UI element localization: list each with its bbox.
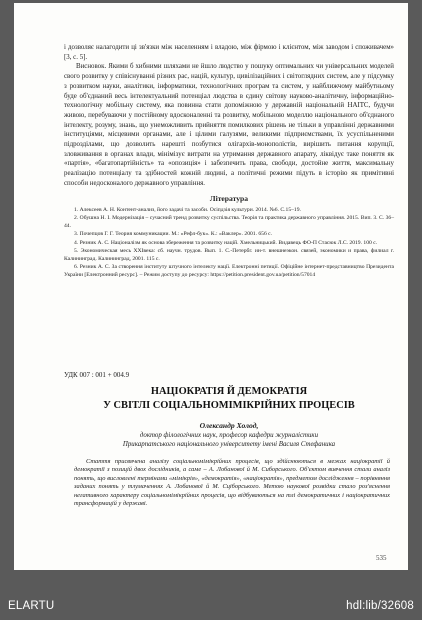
article-abstract: Стаття присвячена аналізу соціальномімікрійних процесів, що здійснюються в межах націократії й демократії з позицій двох дослідників, а саме – А. Лобанової й М. Сиборського. Об'єктом вивчення стали аналіз понять, що висловлені термінами «мімікрія», «демократія», «націократія», предметом дослідження – порівняння заданих понять у тлумаченнях А. Лобанової й М. Сціборського. Метою наукової розвідки стало роз'яснення негативного характеру соціальномімікрійних процесів, що відбуваються на тлі демократичних і націократичних трансформацій у державі. bbox=[74, 458, 390, 508]
author-affiliation-line-2: Прикарпатського національного університету імені Василя Стефаника bbox=[122, 441, 336, 448]
reference-item: 3. Почепцов Г. Г. Теория коммуникации. М.: «Рефл-бук». К.: «Ваклер». 2001. 656 с. bbox=[74, 231, 273, 238]
author-affiliation-line-1: доктор філологічних наук, професор кафедри журналістики bbox=[139, 432, 319, 439]
reference-item: 1. Алексеев А. Н. Контент-анализ, його задачі та засоби. Осіпдзія культури. 2014. №6. С.15–19. bbox=[74, 206, 301, 213]
reference-item: 2. Обушна Н. І. Модернізація – сучасний тренд розвитку суспільства. Теорія та практика державного управління. 2015. Вип. 3. С. 36–44. bbox=[64, 215, 394, 229]
page-number: 535 bbox=[376, 554, 387, 562]
body-paragraph: і дозволяє налагодити ці зв'язки між населенням і владою, між фірмою і клієнтом, між заводом і споживачем» [3, с. 5]. bbox=[64, 44, 394, 61]
article-title-line-1: НАЦІОКРАТІЯ Й ДЕМОКРАТІЯ bbox=[150, 386, 308, 397]
footer-left-label: ELARTU bbox=[8, 600, 55, 612]
literature-heading: Література bbox=[209, 193, 249, 203]
conclusion-paragraph: Висновок. Якими б хибними шляхами не йшло людство у пошуку оптимальних чи універсальних моделей свого розвитку у співіснуванні різних рас, націй, культур, цивілізаційних і світоглядних систем, але у підсумку з розвитком науки, аналітики, інформатики, технологічних програм та систем, у найближчому майбутньому буде об'єднаний весь інтелектуальний потенціал людства в єдину світову науково-аналітичну, інформаційно-технологічну мобільну систему, яка повинна стати допоміжною у державній національній НАІТС, будучи живою, перебуваючи у постійному вдосконаленні та розвитку, мобільною моделлю національного об'єднаного інтелекту, розуму, знань, що унеможливить прийняття помилкових рішень не тільки в управлінні державними інституціями, місцевими органами, але і цілими галузями, великими підприємствами, їх усуспільненими підрозділами, що дозволить нарешті позбутися олігархів-монополістів, вирішить питання корупції, зловживання в органах влади, мінімізує витрати на утримання державного апарату, ліквідує таке поняття як «партія», «багатопартійність» та «опозиція» і забезпечить права, свободи, достойне життя, максимальну реалізацію потенціалу та здібностей кожній людині, а політичні режими підуть в історію як примітивні способи недосконалого державного управління. bbox=[64, 63, 394, 187]
document-page bbox=[14, 3, 408, 570]
author-name: Олександр Холод, bbox=[199, 421, 259, 430]
reference-item: 6. Резник А. С. За створення інституту штучного інтелекту нації. Електронні петиції. Офіційне інтернет-представництво Президента України [Електронний ресурс]. – Режим доступу до ресурсу: https://petition.president.gov.ua/petition/57014 bbox=[64, 264, 394, 278]
body-text bbox=[64, 43, 394, 280]
reference-item: 5. Экономическая месь XXIвека: сб. научн. трудов. Вып. 1. С.-Петербг. ин-т. внешнеэкон. связей, экономики и права, филиал г. Калининград. Калининград, 2001. 115 с. bbox=[64, 248, 394, 262]
article-title-line-2: У СВІТЛІ СОЦІАЛЬНОМІМІКРІЙНИХ ПРОЦЕСІВ bbox=[103, 400, 355, 411]
footer-right-handle: hdl:lib/32608 bbox=[346, 600, 414, 612]
udc-code: УДК 007 : 001 + 004.9 bbox=[64, 371, 130, 379]
reference-item: 4. Резник А. С. Націоналізм як основа збереження та розвитку націй. Хмельницький. Видавець ФО-П Стасюк Л.С. 2019. 100 с. bbox=[74, 239, 378, 246]
